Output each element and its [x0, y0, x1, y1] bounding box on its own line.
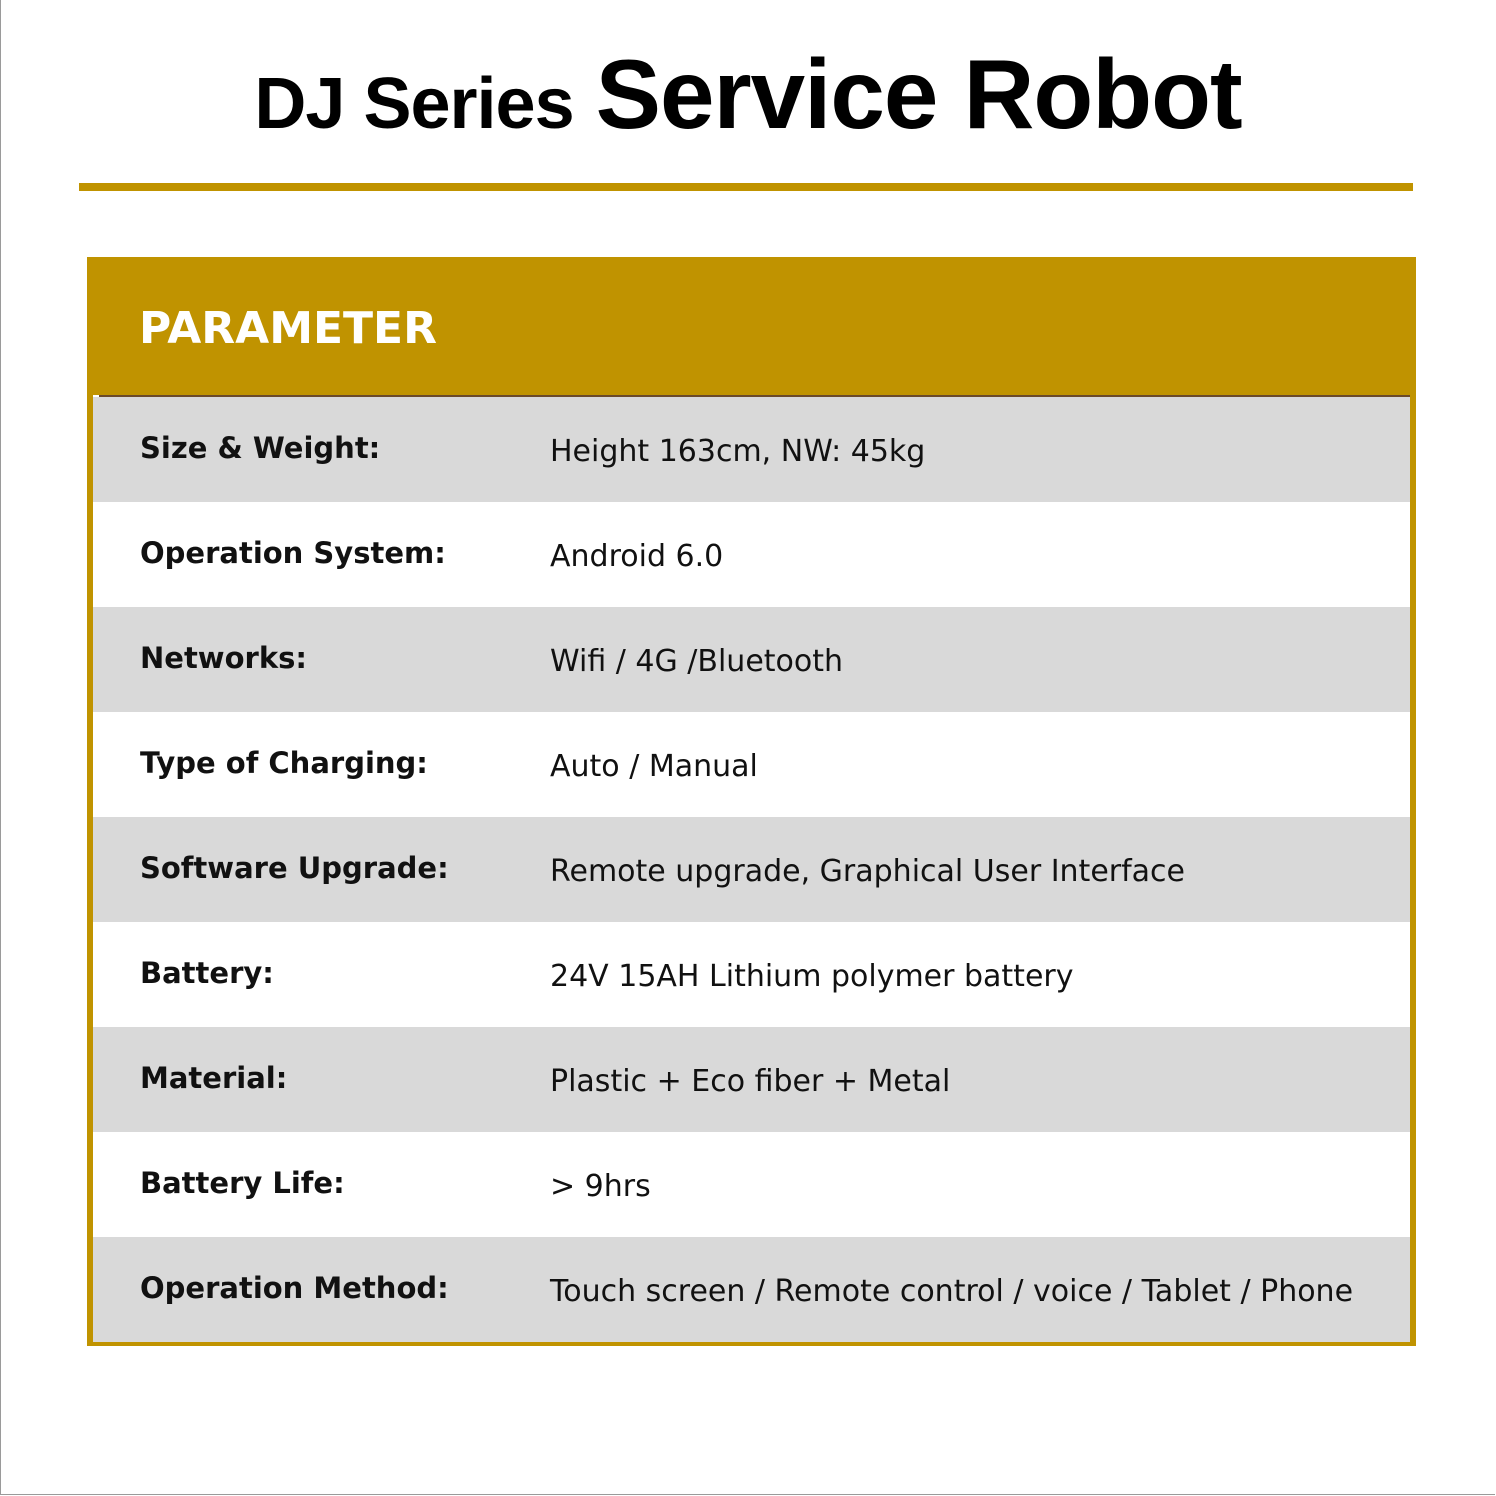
table-row	[93, 1237, 1410, 1342]
table-row	[93, 712, 1410, 817]
table-row	[93, 502, 1410, 607]
title-series: DJ Series	[254, 64, 574, 144]
table-row	[93, 397, 1410, 502]
row-value: > 9hrs	[550, 1169, 651, 1204]
row-label: Software Upgrade:	[140, 851, 449, 885]
table-header	[87, 257, 1416, 395]
row-value: Wifi / 4G /Bluetooth	[550, 644, 844, 679]
parameter-table	[87, 257, 1416, 1346]
title-product: Service Robot	[595, 39, 1242, 149]
table-row	[93, 817, 1410, 922]
row-value: Plastic + Eco fiber + Metal	[550, 1064, 951, 1099]
row-label: Operation System:	[140, 536, 446, 570]
row-label: Material:	[140, 1061, 288, 1095]
page-title	[0, 38, 1496, 151]
title-divider	[79, 183, 1413, 191]
row-label: Battery:	[140, 956, 274, 990]
table-row	[93, 1132, 1410, 1237]
row-value: Remote upgrade, Graphical User Interface	[550, 854, 1186, 889]
row-value: 24V 15AH Lithium polymer battery	[550, 959, 1074, 994]
row-label: Size & Weight:	[140, 431, 381, 465]
row-label: Networks:	[140, 641, 307, 675]
row-label: Type of Charging:	[140, 746, 428, 780]
table-header-label: PARAMETER	[139, 303, 437, 354]
table-row	[93, 607, 1410, 712]
row-value: Auto / Manual	[550, 749, 758, 784]
table-row	[93, 1027, 1410, 1132]
row-label: Operation Method:	[140, 1271, 449, 1305]
table-row	[93, 922, 1410, 1027]
row-label: Battery Life:	[140, 1166, 345, 1200]
table-rows	[93, 397, 1410, 1342]
row-value: Android 6.0	[550, 539, 724, 574]
row-value: Touch screen / Remote control / voice / Tablet / Phone	[550, 1274, 1354, 1309]
row-value: Height 163cm, NW: 45kg	[550, 434, 926, 469]
